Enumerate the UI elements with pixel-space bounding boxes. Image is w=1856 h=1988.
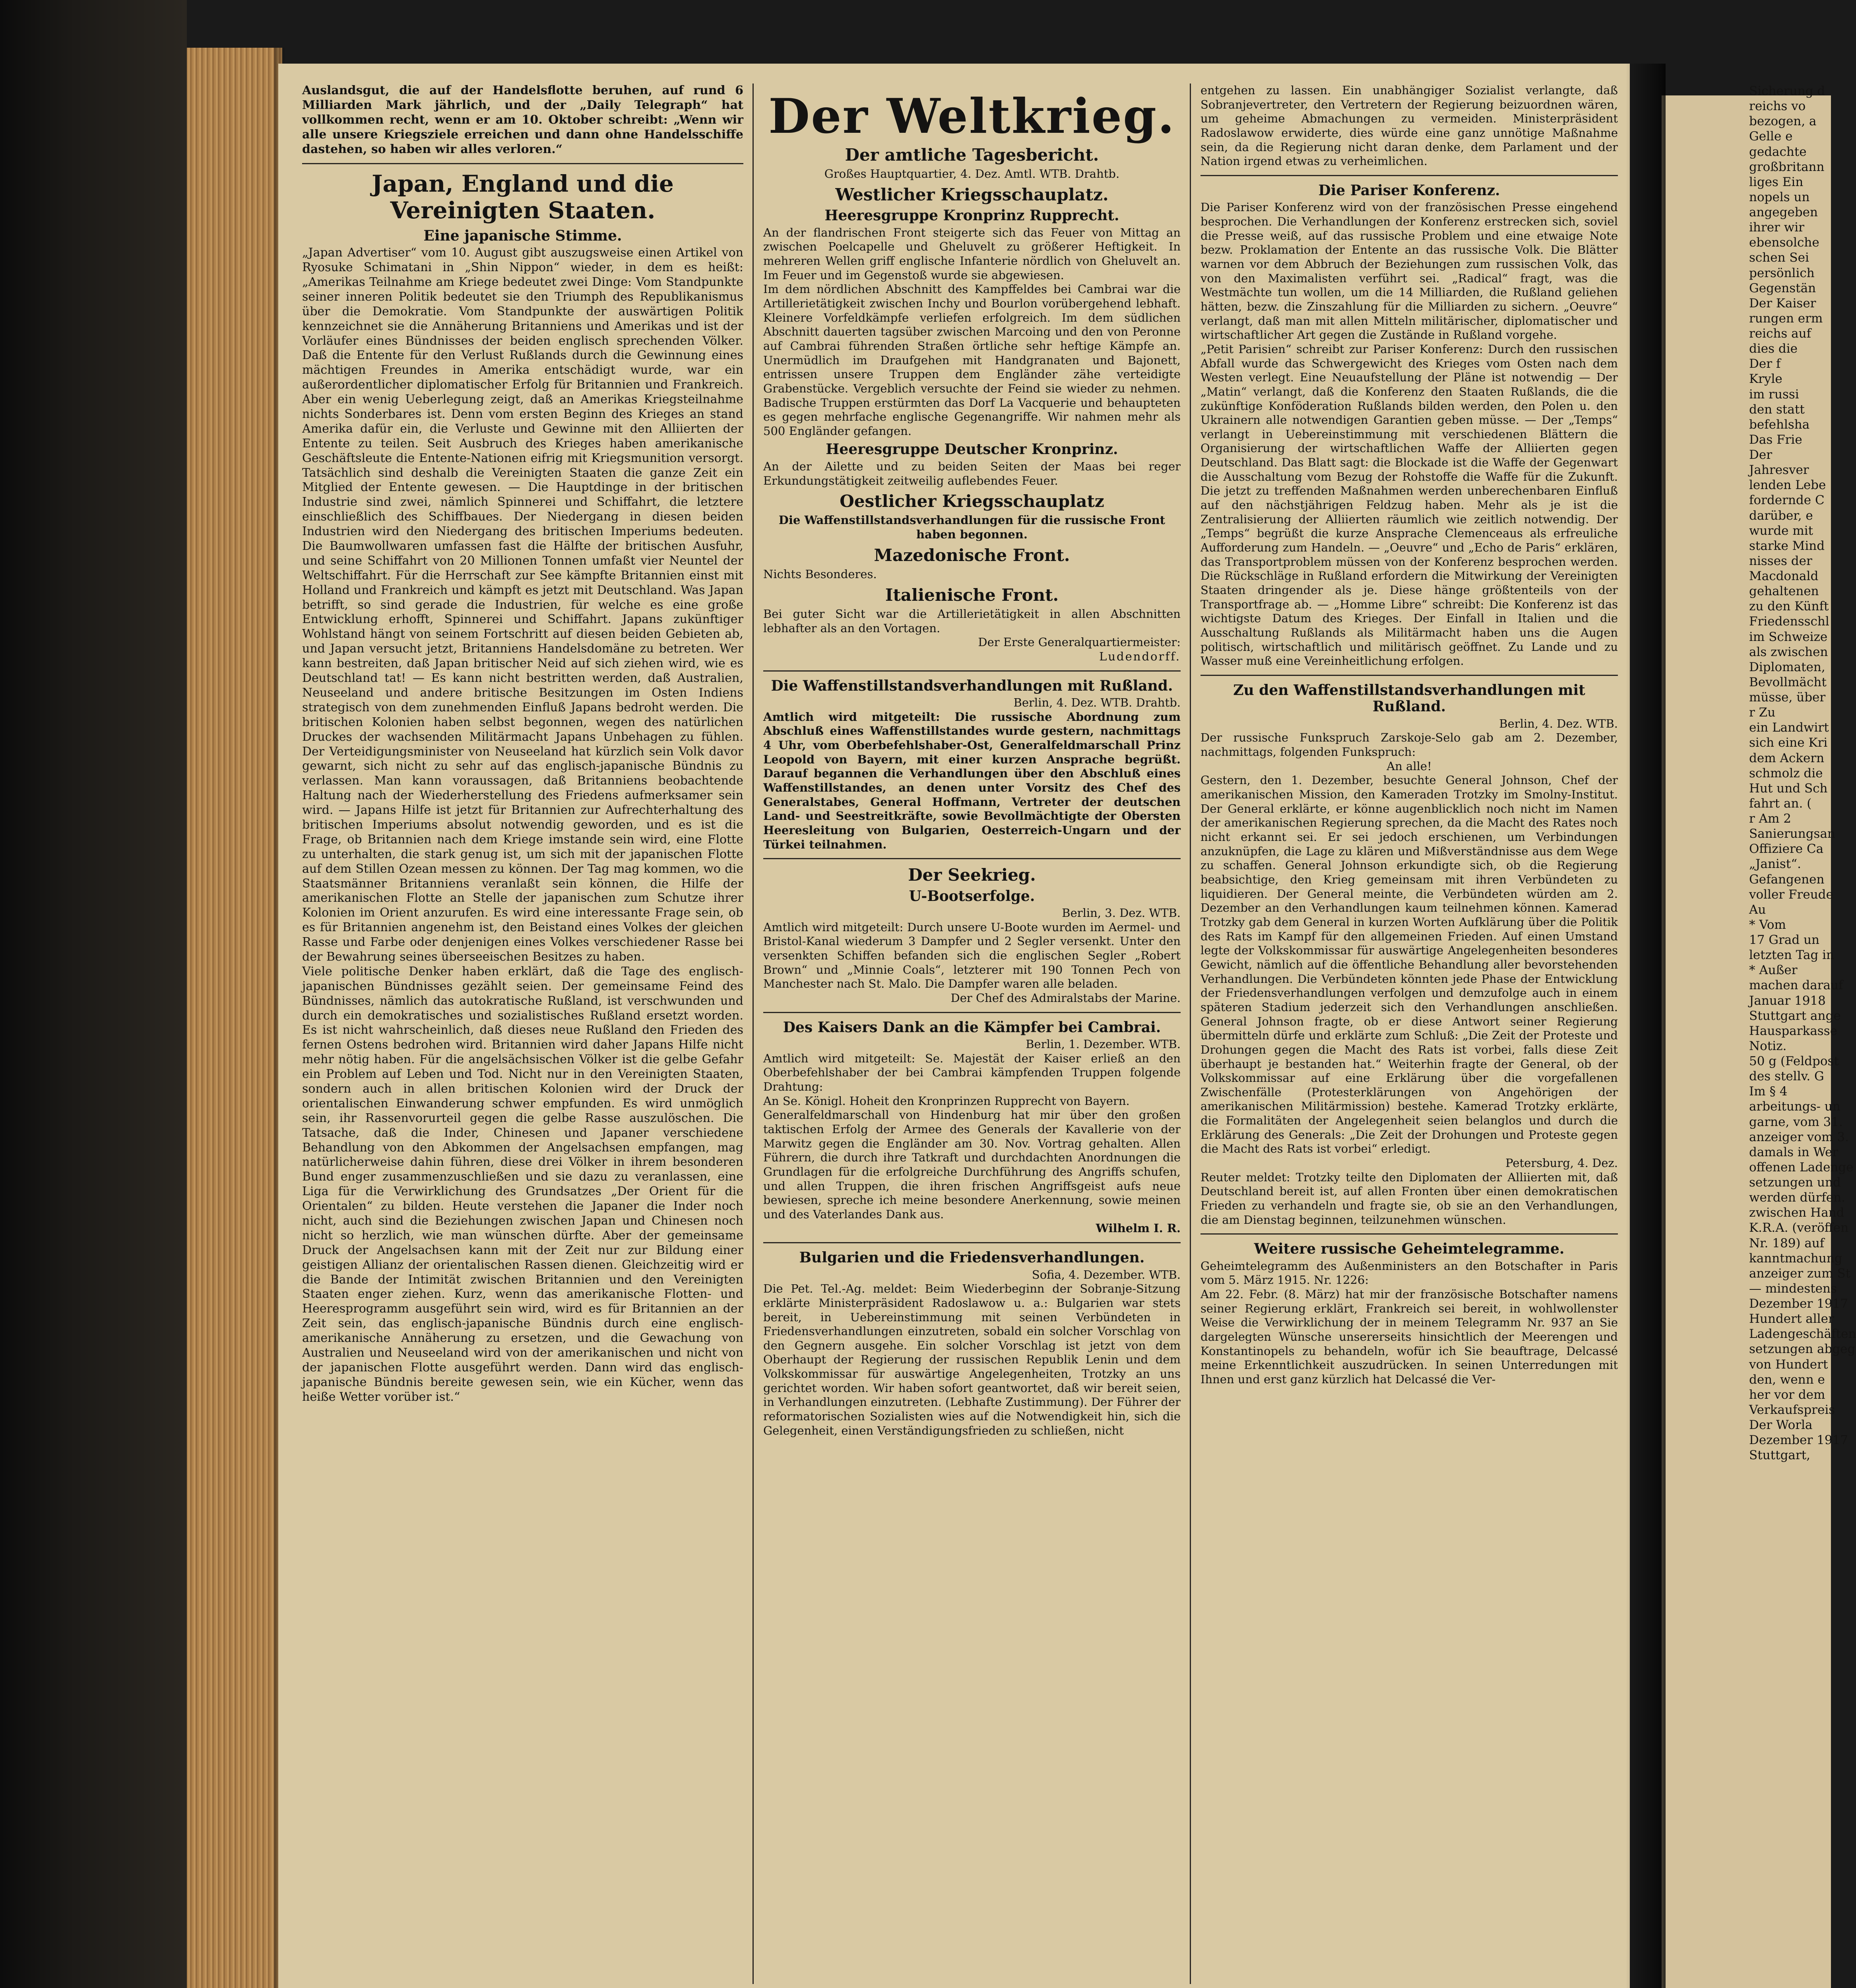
section-heading: Mazedonische Front. — [874, 545, 1070, 565]
fragment-line: reichs vo — [1749, 99, 1806, 114]
fragment-line: Macdonald — [1749, 569, 1819, 583]
fragment-line: reichs auf — [1749, 326, 1811, 341]
fragment-line: * Vom — [1749, 917, 1786, 932]
fragment-line: zu den Künft — [1749, 599, 1829, 614]
fragment-line: * Außer — [1749, 963, 1798, 978]
fragment-line: schmolz die — [1749, 766, 1823, 780]
fragment-line: fordernde C — [1749, 493, 1825, 508]
divider — [1200, 175, 1618, 176]
fragment-line: Sicherung d — [1749, 84, 1825, 98]
fragment-line: Der Kaiser — [1749, 296, 1816, 311]
article-paragraph: Geheimtelegramm des Außenministers an den Botschafter in Paris vom 5. März 1915. Nr. 1226: — [1200, 1259, 1618, 1287]
fragment-line: kanntmachung — [1749, 1251, 1842, 1266]
fragment-line: K.R.A. (veröffen — [1749, 1221, 1849, 1235]
fragment-line: Der — [1749, 448, 1773, 462]
column-1 — [302, 83, 743, 1988]
dateline: Petersburg, 4. Dez. — [1505, 1156, 1618, 1170]
fragment-line: anzeiger zum St — [1749, 1266, 1851, 1281]
fragment-line: Der Worla — [1749, 1418, 1813, 1432]
fragment-line: dies die — [1749, 342, 1798, 356]
fragment-line: wurde mit — [1749, 523, 1813, 538]
article-headline: Des Kaisers Dank an die Kämpfer bei Cambrai. — [783, 1019, 1161, 1036]
article-headline: Zu den Waffenstillstandsverhandlungen mit Rußland. — [1233, 681, 1585, 715]
book-binding — [0, 0, 187, 1988]
article-headline: Die Pariser Konferenz. — [1318, 182, 1500, 199]
fragment-line: befehlsha — [1749, 417, 1810, 432]
fragment-line: setzungen abgeg — [1749, 1342, 1856, 1357]
fragment-line: von Hundert — [1749, 1357, 1828, 1372]
fragment-line: Jahresver — [1749, 463, 1809, 478]
fragment-line: Gelle e — [1749, 129, 1793, 144]
fragment-line: Stuttgart, — [1749, 1448, 1811, 1463]
fragment-line: ebensolche — [1749, 235, 1819, 250]
fragment-line: als zwischen — [1749, 645, 1828, 659]
column-2 — [763, 83, 1181, 1988]
fragment-line: schen Sei — [1749, 250, 1809, 265]
fragment-line: Dezember 1917 — [1749, 1433, 1848, 1448]
fragment-line: Kryle — [1749, 372, 1782, 386]
divider — [763, 1242, 1181, 1243]
fragment-line: Das Frie — [1749, 432, 1802, 447]
fragment-line: setzungen und — [1749, 1175, 1841, 1190]
fragment-line: Hundert aller — [1749, 1312, 1834, 1326]
fragment-line: anzeiger vom 3. — [1749, 1130, 1849, 1144]
fragment-line: sich eine Kri — [1749, 736, 1828, 750]
report-paragraph: Bei guter Sicht war die Artillerietätigkeit in allen Abschnitten lebhafter als an den Vortagen. — [763, 607, 1181, 635]
fragment-line: Diplomaten, — [1749, 660, 1825, 674]
article-paragraph: Amtlich wird mitgeteilt: Die russische Abordnung zum Abschluß eines Waffenstillstandes wurde gestern, nachmittags 4 Uhr, vom Oberbefehlshaber-Ost, Generalfeldmarschall Prinz Leopold von Bayern, mit einer kurzen Ansprache begrüßt. Darauf begannen die Verhandlungen über den Abschluß eines Waffenstillstandes, an denen unter Vorsitz des Chef des Generalstabes, General Hoffmann, Vertreter der deutschen Land- und Seestreitkräfte, sowie Bevollmächtigte der Obersten Heeresleitung von Bulgarien, Oesterreich-Ungarn und der Türkei teilnahmen. — [763, 710, 1181, 851]
fragment-line: großbritann — [1749, 159, 1825, 174]
article-paragraph: Die Pariser Konferenz wird von der französischen Presse eingehend besprochen. Die Verhandlungen der Konferenz erstrecken sich, soviel die Presse weiß, auf das russische Problem und eine etwaige Note bezw. Proklamation der Entente an das russische Volk. Die Blätter warnen vor dem Abbruch der Beziehungen zum russischen Volk, das von den Maximalisten verführt sei. „Radical“ fragt, was die Westmächte tun wollen, um die 14 Milliarden, die Rußland geliehen hätten, bezw. die Zinszahlung für die Milliarden zu sichern. „Oeuvre“ verlangt, daß man mit allen Mitteln militärischer, diplomatischer und wirtschaftlicher Art gegen die Zustände in Rußland vorgehe. — [1200, 200, 1618, 342]
article-subheadline: Eine japanische Stimme. — [423, 227, 622, 244]
fragment-line: Bevollmächt — [1749, 675, 1827, 689]
report-paragraph: Nichts Besonderes. — [763, 567, 877, 581]
fragment-line: rungen erm — [1749, 311, 1823, 326]
column-3 — [1200, 83, 1618, 1988]
article-paragraph: Amtlich wird mitgeteilt: Se. Majestät der Kaiser erließ an den Oberbefehlshaber der bei Cambrai kämpfenden Truppen folgende Drahtung: — [763, 1051, 1181, 1093]
article-paragraph: „Japan Advertiser“ vom 10. August gibt auszugsweise einen Artikel von Ryosuke Schimatani in „Shin Nippon“ wieder, in dem es heißt: „Amerikas Teilnahme am Kriege bedeutet zwei Dinge: Vom Standpunkte seiner inneren Politik bedeutet sie den Triumph des Republikanismus über die Demokratie. Vom Standpunkte der auswärtigen Politik kennzeichnet sie die Annäherung Britanniens und Amerikas und ist der Vorläufer eines Bündnisses der beiden englisch sprechenden Völker. Daß die Entente für den Verlust Rußlands durch die Gewinnung eines mächtigen Freundes in Amerika entschädigt wurde, war ein außerordentlicher diplomatischer Erfolg für Britannien und Frankreich. Aber ein wenig Ueberlegung zeigt, daß an Amerikas Kriegsteilnahme nichts Sonderbares ist. Denn vom ersten Beginn des Krieges an stand Amerika dafür ein, die Verluste und Gewinne mit den Alliierten der Entente zu teilen. Seit Ausbruch des Krieges haben amerikanische Geschäftsleute die Entente-Nationen eifrig mit Kriegsmunition versorgt. Tatsächlich sind deshalb die Vereinigten Staaten die ganze Zeit ein Mitglied der Entente gewesen. — Die Hauptdinge in der britischen Industrie sind zwei, nämlich Spinnerei und Schiffahrt, die letztere einschließlich des Schiffbaues. Der Niedergang in diesen beiden Industrien wird den Niedergang des britischen Imperiums bedeuten. Die Baumwollwaren umfassen fast die Hälfte der britischen Ausfuhr, und seine Schiffahrt von 20 Millionen Tonnen umfaßt vier Neuntel der Weltschiffahrt. Für die Herrschaft zur See kämpfte Britannien einst mit Holland und Frankreich und kämpft es jetzt mit Deutschland. Was Japan betrifft, so sind gerade die Industrien, für welche es eine große Entwicklung erhofft, Spinnerei und Schiffahrt. Japans zukünftiger Wohlstand hängt von seinem Fortschritt auf diesen beiden Gebieten ab, und Japan versucht jetzt, Britanniens Handelsdomäne zu betreten. Wer kann bestreiten, daß Japan britischer Neid auf sich ziehen wird, wie es Deutschland tat! — Es kann nicht bestritten werden, daß Australien, Neuseeland und andere britische Besitzungen im Osten Indiens strategisch von dem zunehmenden Einfluß Japans bedroht werden. Die britischen Kolonien haben selbst begonnen, wegen des natürlichen Druckes der wachsenden Militärmacht Japans Unbehagen zu fühlen. Der Verteidigungsminister von Neuseeland hat kürzlich sein Volk davor gewarnt, sich nicht zu sehr auf das englisch-japanische Bündnis zu verlassen. Man kann voraussagen, daß Britanniens beobachtende Haltung nach der Wiederherstellung des Friedens aufmerksamer sein wird. — Japans Hilfe ist jetzt für Britannien zur Aufrechterhaltung des britischen Imperiums absolut notwendig geworden, und es ist die Frage, ob Britannien nach dem Kriege imstande sein wird, eine Flotte zu unterhalten, die stark genug ist, um sich mit der japanischen Flotte auf dem Stillen Ozean messen zu können. Der Tag mag kommen, wo die Staatsmänner Britanniens veranlaßt sein können, die Hilfe der amerikanischen Flotte an Stelle der japanischen zum Schutze ihrer Kolonien im Orient anzurufen. Es wird eine interessante Frage sein, ob es für Britannien angenehm ist, den Beistand eines Volkes der gleichen Rasse und Farbe oder denjenigen eines Volkes verschiedener Rasse bei der Bewahrung seines überseeischen Besitzes zu haben. — [302, 246, 743, 964]
divider — [1200, 675, 1618, 676]
masthead: Der Weltkrieg. — [768, 88, 1175, 144]
fragment-line: nisses der — [1749, 553, 1812, 568]
fragment-line: im Schweize — [1749, 629, 1828, 644]
sub-heading: Heeresgruppe Kronprinz Rupprecht. — [824, 207, 1119, 224]
fragment-line: gehaltenen — [1749, 584, 1819, 599]
report-paragraph: An der Ailette und zu beiden Seiten der Maas bei reger Erkundungstätigkeit zeitweilig auflebendes Feuer. — [763, 459, 1181, 487]
fragment-line: den, wenn e — [1749, 1372, 1825, 1387]
fragment-line: Offiziere Ca — [1749, 842, 1824, 856]
signer: Wilhelm I. R. — [1096, 1221, 1181, 1235]
fragment-line: Gegenstän — [1749, 281, 1816, 295]
fragment-line: liges Ein — [1749, 175, 1804, 189]
dateline: Berlin, 1. Dezember. WTB. — [1026, 1037, 1181, 1051]
section-heading: Westlicher Kriegsschauplatz. — [835, 184, 1109, 204]
fragment-line: lenden Lebe — [1749, 478, 1826, 493]
fragment-line: r Zu — [1749, 705, 1776, 720]
fragment-line: Hausparkasse — [1749, 1023, 1837, 1038]
divider — [763, 1012, 1181, 1013]
column-rule — [1190, 83, 1191, 1984]
divider — [1200, 1233, 1618, 1235]
article-headline: Weitere russische Geheimtelegramme. — [1254, 1241, 1565, 1258]
dateline: Berlin, 4. Dez. WTB. — [1499, 716, 1618, 730]
section-heading: Der Seekrieg. — [908, 865, 1036, 885]
article-paragraph: Gestern, den 1. Dezember, besuchte General Johnson, Chef der amerikanischen Mission, den Kameraden Trotzky im Smolny-Institut. Der General erklärte, er könne augenblicklich noch nicht im Namen der amerikanischen Regierung sprechen, da die Macht des Rates noch nicht erkannt sei. Er sei jedoch erschienen, um Verbindungen anzuknüpfen, die Lage zu klären und Mißverständnisse aus dem Wege zu schaffen. General Johnson erkundigte sich, ob die Regierung beabsichtige, den Krieg gemeinsam mit ihren Verbündeten zu liquidieren. Der General meinte, die Verbündeten würden am 2. Dezember an den Verhandlungen kaum teilnehmen können. Kamerad Trotzky gab dem General in kurzen Worten Aufklärung über die Politik des Rats im Kampf für den allgemeinen Frieden. Auf einen Umstand legte der Volkskommissar für auswärtige Angelegenheiten besonderes Gewicht, nämlich auf die öffentliche Behandlung aller bevorstehenden Verhandlungen. Die Verbündeten könnten jede Phase der Entwicklung der Friedensverhandlungen verfolgen und demzufolge auch in einem späteren Stadium jederzeit sich den Verhandlungen anschließen. General Johnson fragte, ob er diese Antwort seiner Regierung übermitteln dürfe und erklärte zum Schluß: „Die Zeit der Proteste und Drohungen gegen die Macht des Rats ist vorbei, falls diese Zeit überhaupt je bestanden hat.“ Weiterhin fragte der General, ob der Volkskommissar auf eine Erklärung über die vorgefallenen Zwischenfälle (Protesterklärungen von Angehörigen der amerikanischen Militärmission) bestehe. Kamerad Trotzky erklärte, die Formalitäten der Angelegenheit seien belanglos und durch die Erklärung des Generals: „Die Zeit der Drohungen und Proteste gegen die Macht des Rats ist vorbei“ erledigt. — [1200, 773, 1618, 1156]
fragment-line: garne, vom 31. — [1749, 1114, 1843, 1129]
fragment-line: nopels un — [1749, 190, 1810, 204]
fragment-line: werden dürfen. — [1749, 1190, 1845, 1205]
report-paragraph: Die Waffenstillstandsverhandlungen für die russische Front haben begonnen. — [778, 513, 1166, 542]
fragment-line: Au — [1749, 902, 1766, 917]
fragment-line: voller Freude — [1749, 887, 1833, 902]
divider — [763, 858, 1181, 859]
fragment-line: Januar 1918 — [1749, 993, 1826, 1008]
article-paragraph: An alle! — [1387, 759, 1432, 773]
article-paragraph: An Se. Königl. Hoheit den Kronprinzen Rupprecht von Bayern. — [763, 1094, 1130, 1108]
fragment-line: ein Landwirt — [1749, 720, 1829, 735]
fragment-line: Notiz. — [1749, 1039, 1787, 1053]
fragment-line: den statt — [1749, 402, 1805, 417]
section-heading: Oestlicher Kriegsschauplatz — [840, 491, 1104, 511]
fragment-line: im russi — [1749, 387, 1799, 402]
fragment-line: 50 g (Feldpost — [1749, 1054, 1839, 1068]
article-headline: Bulgarien und die Friedensverhandlungen. — [799, 1249, 1145, 1266]
dateline: Berlin, 3. Dez. WTB. — [1062, 906, 1181, 920]
fragment-line: zwischen Hand — [1749, 1206, 1844, 1220]
fragment-line: dem Ackern — [1749, 751, 1825, 765]
fragment-line: Der f — [1749, 357, 1781, 371]
fragment-line: müsse, über — [1749, 690, 1826, 705]
fragment-line: — mindestens — [1749, 1281, 1837, 1296]
dateline: Berlin, 4. Dez. WTB. Drahtb. — [1013, 696, 1181, 710]
sub-heading: Heeresgruppe Deutscher Kronprinz. — [826, 441, 1118, 458]
facing-page-column — [1749, 83, 1856, 1988]
page-edges — [187, 48, 282, 1988]
signer-title: Der Erste Generalquartiermeister: — [978, 635, 1181, 649]
fragment-line: fahrt an. ( — [1749, 796, 1812, 811]
sub-heading: U-Bootserfolge. — [909, 887, 1035, 905]
fragment-line: starke Mind — [1749, 538, 1825, 553]
fragment-line: damals in Wer — [1749, 1145, 1839, 1159]
fragment-line: arbeitungs- un — [1749, 1099, 1840, 1114]
fragment-line: gedachte — [1749, 144, 1807, 159]
article-headline: Japan, England und die Vereinigten Staaten. — [372, 170, 674, 224]
article-paragraph: Der russische Funkspruch Zarskoje-Selo gab am 2. Dezember, nachmittags, folgenden Funkspruch: — [1200, 731, 1618, 759]
divider — [763, 670, 1181, 672]
fragment-line: letzten Tag in — [1749, 948, 1835, 963]
section-heading: Italienische Front. — [885, 585, 1059, 605]
article-paragraph: Generalfeldmarschall von Hindenburg hat mir über den großen taktischen Erfolg der Armee des Generals der Kavallerie von der Marwitz gegen die Engländer am 30. Nov. Vortrag gehalten. Allen Führern, die durch ihre Tatkraft und durchdachten Anordnungen die Grundlagen für die erfolgreiche Durchführung des Angriffs schufen, und allen Truppen, die ihren frischen Angriffsgeist aufs neue bewiesen, spreche ich meine besondere Anerkennung, sowie meinen und des Vaterlandes Dank aus. — [763, 1108, 1181, 1221]
article-paragraph: Viele politische Denker haben erklärt, daß die Tage des englisch-japanischen Bündnisses gezählt seien. Der gemeinsame Feind des Bündnisses, nämlich das autokratische Rußland, ist verschwunden und durch ein demokratisches und sozialistisches Rußland ersetzt worden. Es ist nicht wahrscheinlich, daß dieses neue Rußland den Frieden des fernen Ostens bedrohen wird. Britannien wird daher Japans Hilfe nicht mehr nötig haben. Für die angelsächsischen Völker ist die gelbe Gefahr ein Problem auf Leben und Tod. Nicht nur in den Vereinigten Staaten, sondern auch in allen britischen Kolonien wird der Druck der orientalischen Einwanderung schwer empfunden. Es wird unmöglich sein, ihr Rassenvorurteil gegen die gelbe Rasse auszulöschen. Die Tatsache, daß die Inder, Chinesen und Japaner verschiedene Behandlung von den Abkommen der Angelsachsen empfangen, mag natürlicherweise dahin führen, diese drei Völker in ihrem besonderen Bund enger zusammenzuschließen und sie dazu zu veranlassen, eine Liga für die Verwirklichung des Grundsatzes „Der Orient für die Orientalen“ zu bilden. Heute verstehen die Japaner die Inder noch nicht, auch sind die Beziehungen zwischen Japan und Chinesen noch nicht so herzlich, wie man wünschen dürfte. Aber der gemeinsame Druck der Angelsachsen kann mit der Zeit nur zur Bildung einer geistigen Allianz der orientalischen Rassen dienen. Gleichzeitig wird er die Bande der Intimität zwischen Britannien und den Vereinigten Staaten enger ziehen. Kurz, wenn das amerikanische Flotten- und Heeresprogramm ausgeführt sein wird, wird es für Britannien an der Zeit sein, das englisch-japanische Bündnis durch eine englisch-amerikanische Annäherung zu ersetzen, und die Gewachung von Australien und Neuseeland wird von der amerikanischen und nicht von der japanischen Flotte ausgeführt werden. Dann wird das englisch-japanische Bündnis bereite gewesen sein, wie ein Kücher, wenn das heiße Wetter vorüber ist.“ — [302, 964, 743, 1404]
fragment-line: Im § 4 — [1749, 1084, 1788, 1099]
dateline: Sofia, 4. Dezember. WTB. — [1032, 1268, 1181, 1281]
article-paragraph: Reuter meldet: Trotzky teilte den Diplomaten der Alliierten mit, daß Deutschland bereit ist, auf allen Fronten über einen demokratischen Frieden zu verhandeln und fragte sie, ob sie an den Verhandlungen, die am Dienstag beginnen, teilzunehmen wünschen. — [1200, 1170, 1618, 1227]
fragment-line: Stuttgart ange — [1749, 1008, 1841, 1023]
article-paragraph: entgehen zu lassen. Ein unabhängiger Sozialist verlangte, daß Sobranjevertreter, den Vertretern der Regierung beizuordnen wären, um geheime Abmachungen zu vermeiden. Ministerpräsident Radoslawow erwiderte, dies würde eine ganz unnötige Maßnahme sein, da die Regierung nicht daran denke, dem Parlament und der Nation irgend etwas zu verheimlichen. — [1200, 83, 1618, 168]
signer: Der Chef des Admiralstabs der Marine. — [950, 991, 1181, 1005]
fragment-line: machen darauf — [1749, 978, 1843, 993]
fragment-line: Hut und Sch — [1749, 781, 1828, 796]
article-headline: Die Waffenstillstandsverhandlungen mit Rußland. — [771, 677, 1173, 694]
fragment-line: persönlich — [1749, 266, 1815, 280]
signer-name: Ludendorff. — [1099, 650, 1181, 664]
fragment-line: 17 Grad un — [1749, 933, 1819, 947]
fragment-line: des stellv. G — [1749, 1069, 1824, 1084]
fragment-line: her vor dem — [1749, 1387, 1825, 1402]
intro-paragraph: Auslandsgut, die auf der Handelsflotte beruhen, auf rund 6 Milliarden Mark jährlich, und der „Daily Telegraph“ hat vollkommen recht, wenn er am 10. Oktober schreibt: „Wenn wir alle unsere Kriegsziele erreichen und dann ohne Handelsschiffe dastehen, so haben wir alles verloren.“ — [302, 83, 743, 156]
report-paragraph: An der flandrischen Front steigerte sich das Feuer von Mittag an zwischen Poelcapelle und Gheluvelt zu größerer Heftigkeit. In mehreren Wellen griff englische Infanterie nördlich von Gheluvelt an. Im Feuer und im Gegenstoß wurde sie abgewiesen. — [763, 225, 1181, 282]
fragment-line: offenen Ladenge — [1749, 1160, 1854, 1175]
fragment-line: angegeben — [1749, 205, 1818, 219]
fragment-line: ihrer wir — [1749, 220, 1804, 235]
fragment-line: Dezember 1917 — [1749, 1297, 1848, 1311]
fragment-line: Sanierungsan — [1749, 827, 1835, 841]
report-title: Der amtliche Tagesbericht. — [845, 145, 1099, 165]
dateline: Großes Hauptquartier, 4. Dez. Amtl. WTB. Drahtb. — [824, 167, 1120, 181]
report-paragraph: Im dem nördlichen Abschnitt des Kampffeldes bei Cambrai war die Artillerietätigkeit zwischen Inchy und Bourlon vorübergehend lebhaft. Kleinere Vorfeldkämpfe verliefen erfolgreich. Im dem südlichen Abschnitt dauerten tagsüber zwischen Marcoing und den von Peronne auf Cambrai führenden Straßen örtliche sehr heftige Kämpfe an. Unermüdlich im Draufgehen mit Handgranaten und Bajonett, entrissen unsere Truppen dem Engländer zähe verteidigte Grabenstücke. Vergeblich versuchte der Feind sie wieder zu nehmen. Badische Truppen erstürmten das Dorf La Vacquerie und behaupteten es gegen mehrfache englische Gegenangriffe. Wir nahmen mehr als 500 Engländer gefangen. — [763, 282, 1181, 438]
article-paragraph: Amtlich wird mitgeteilt: Durch unsere U-Boote wurden im Aermel- und Bristol-Kanal wiederum 3 Dampfer und 2 Segler versenkt. Unter den versenkten Schiffen befanden sich die englischen Segler „Robert Brown“ und „Minnie Coals“, letzterer mit 190 Tonnen Pech von Manchester nach St. Malo. Die Dampfer waren alle beladen. — [763, 920, 1181, 991]
fragment-line: Ladengeschäften — [1749, 1327, 1856, 1342]
fragment-line: Friedensschl — [1749, 614, 1829, 629]
article-paragraph: „Petit Parisien“ schreibt zur Pariser Konferenz: Durch den russischen Abfall wurde das Schwergewicht des Krieges vom Osten nach dem Westen verlegt. Eine Neuaufstellung der Pläne ist notwendig — Der „Matin“ verlangt, daß die Konferenz den Staaten Rußlands, die die zukünftige Konföderation Rußlands bilden werden, den Polen u. den Ukrainern alle notwendigen Garantien geben müsse. — Der „Temps“ verlangt in Uebereinstimmung mit verschiedenen Blättern die Organisierung der wirtschaftlichen Waffe der Alliierten gegen Deutschland. Das Blatt sagt: die Blockade ist die Waffe der Gegenwart die Ausschaltung vom Bezug der Rohstoffe die Waffe für die Zukunft. Die jetzt zu treffenden Maßnahmen werden unberechenbaren Einfluß auf den nächstjährigen Feldzug haben. Mehr als je ist die Zentralisierung der Alliierten räumlich wie zeitlich notwendig. Der „Temps“ begrüßt die kurze Ansprache Clemenceaus als erfreuliche Aufforderung zum Handeln. — „Oeuvre“ und „Echo de Paris“ erklären, das Transportproblem müssen von der Konferenz besprochen werden. Die Rückschläge in Rußland erfordern die Mitwirkung der Vereinigten Staaten dringender als je. Diese hänge größtenteils von der Transportfrage ab. — „Homme Libre“ schreibt: Die Konferenz ist das wichtigste Datum des Krieges. Der Einfall in Italien und die Ausschaltung Rußlands als Militärmacht haben uns die Augen politisch, wirtschaftlich und militärisch geöffnet. Zu Lande und zu Wasser muß eine Vereinheitlichung erfolgen. — [1200, 342, 1618, 668]
fragment-line: bezogen, a — [1749, 114, 1817, 129]
divider — [302, 163, 743, 164]
fragment-line: Gefangenen — [1749, 872, 1825, 887]
column-rule — [752, 83, 754, 1984]
fragment-line: darüber, e — [1749, 508, 1813, 523]
article-paragraph: Die Pet. Tel.-Ag. meldet: Beim Wiederbeginn der Sobranje-Sitzung erklärte Ministerpräsident Radoslawow u. a.: Bulgarien war stets bereit, in Uebereinstimmung mit seinen Verbündeten in Friedensverhandlungen einzutreten, sobald ein solcher Vorschlag von den Gegnern ausgehe. Ein solcher Vorschlag ist jetzt von dem Oberhaupt der Regierung der russischen Republik Lenin und dem Volkskommissar für auswärtige Angelegenheiten, Trotzky an uns gerichtet worden. Wir haben sofort geantwortet, daß wir bereit seien, in Verhandlungen einzutreten. (Lebhafte Zustimmung). Der Führer der reformatorischen Sozialisten wies auf die Notwendigkeit hin, sich die Gelegenheit, einen Verständigungsfrieden zu schließen, nicht — [763, 1282, 1181, 1437]
fragment-line: „Janist“. — [1749, 857, 1801, 872]
fragment-line: Verkaufspreis — [1749, 1402, 1835, 1417]
article-paragraph: Am 22. Febr. (8. März) hat mir der französische Botschafter namens seiner Regierung erklärt, Frankreich sei bereit, in wohlwollenster Weise die Verwirklichung der in meinem Telegramm Nr. 937 an Sie dargelegten Wünsche unsererseits hinsichtlich der Meerengen und Konstantinopels zu behandeln, wofür ich Sie beauftrage, Delcassé meine Erkenntlichkeit auszudrücken. In seinen Unterredungen mit Ihnen und erst ganz kürzlich hat Delcassé die Ver- — [1200, 1287, 1618, 1386]
fragment-line: r Am 2 — [1749, 812, 1792, 826]
fragment-line: Nr. 189) auf — [1749, 1236, 1825, 1250]
